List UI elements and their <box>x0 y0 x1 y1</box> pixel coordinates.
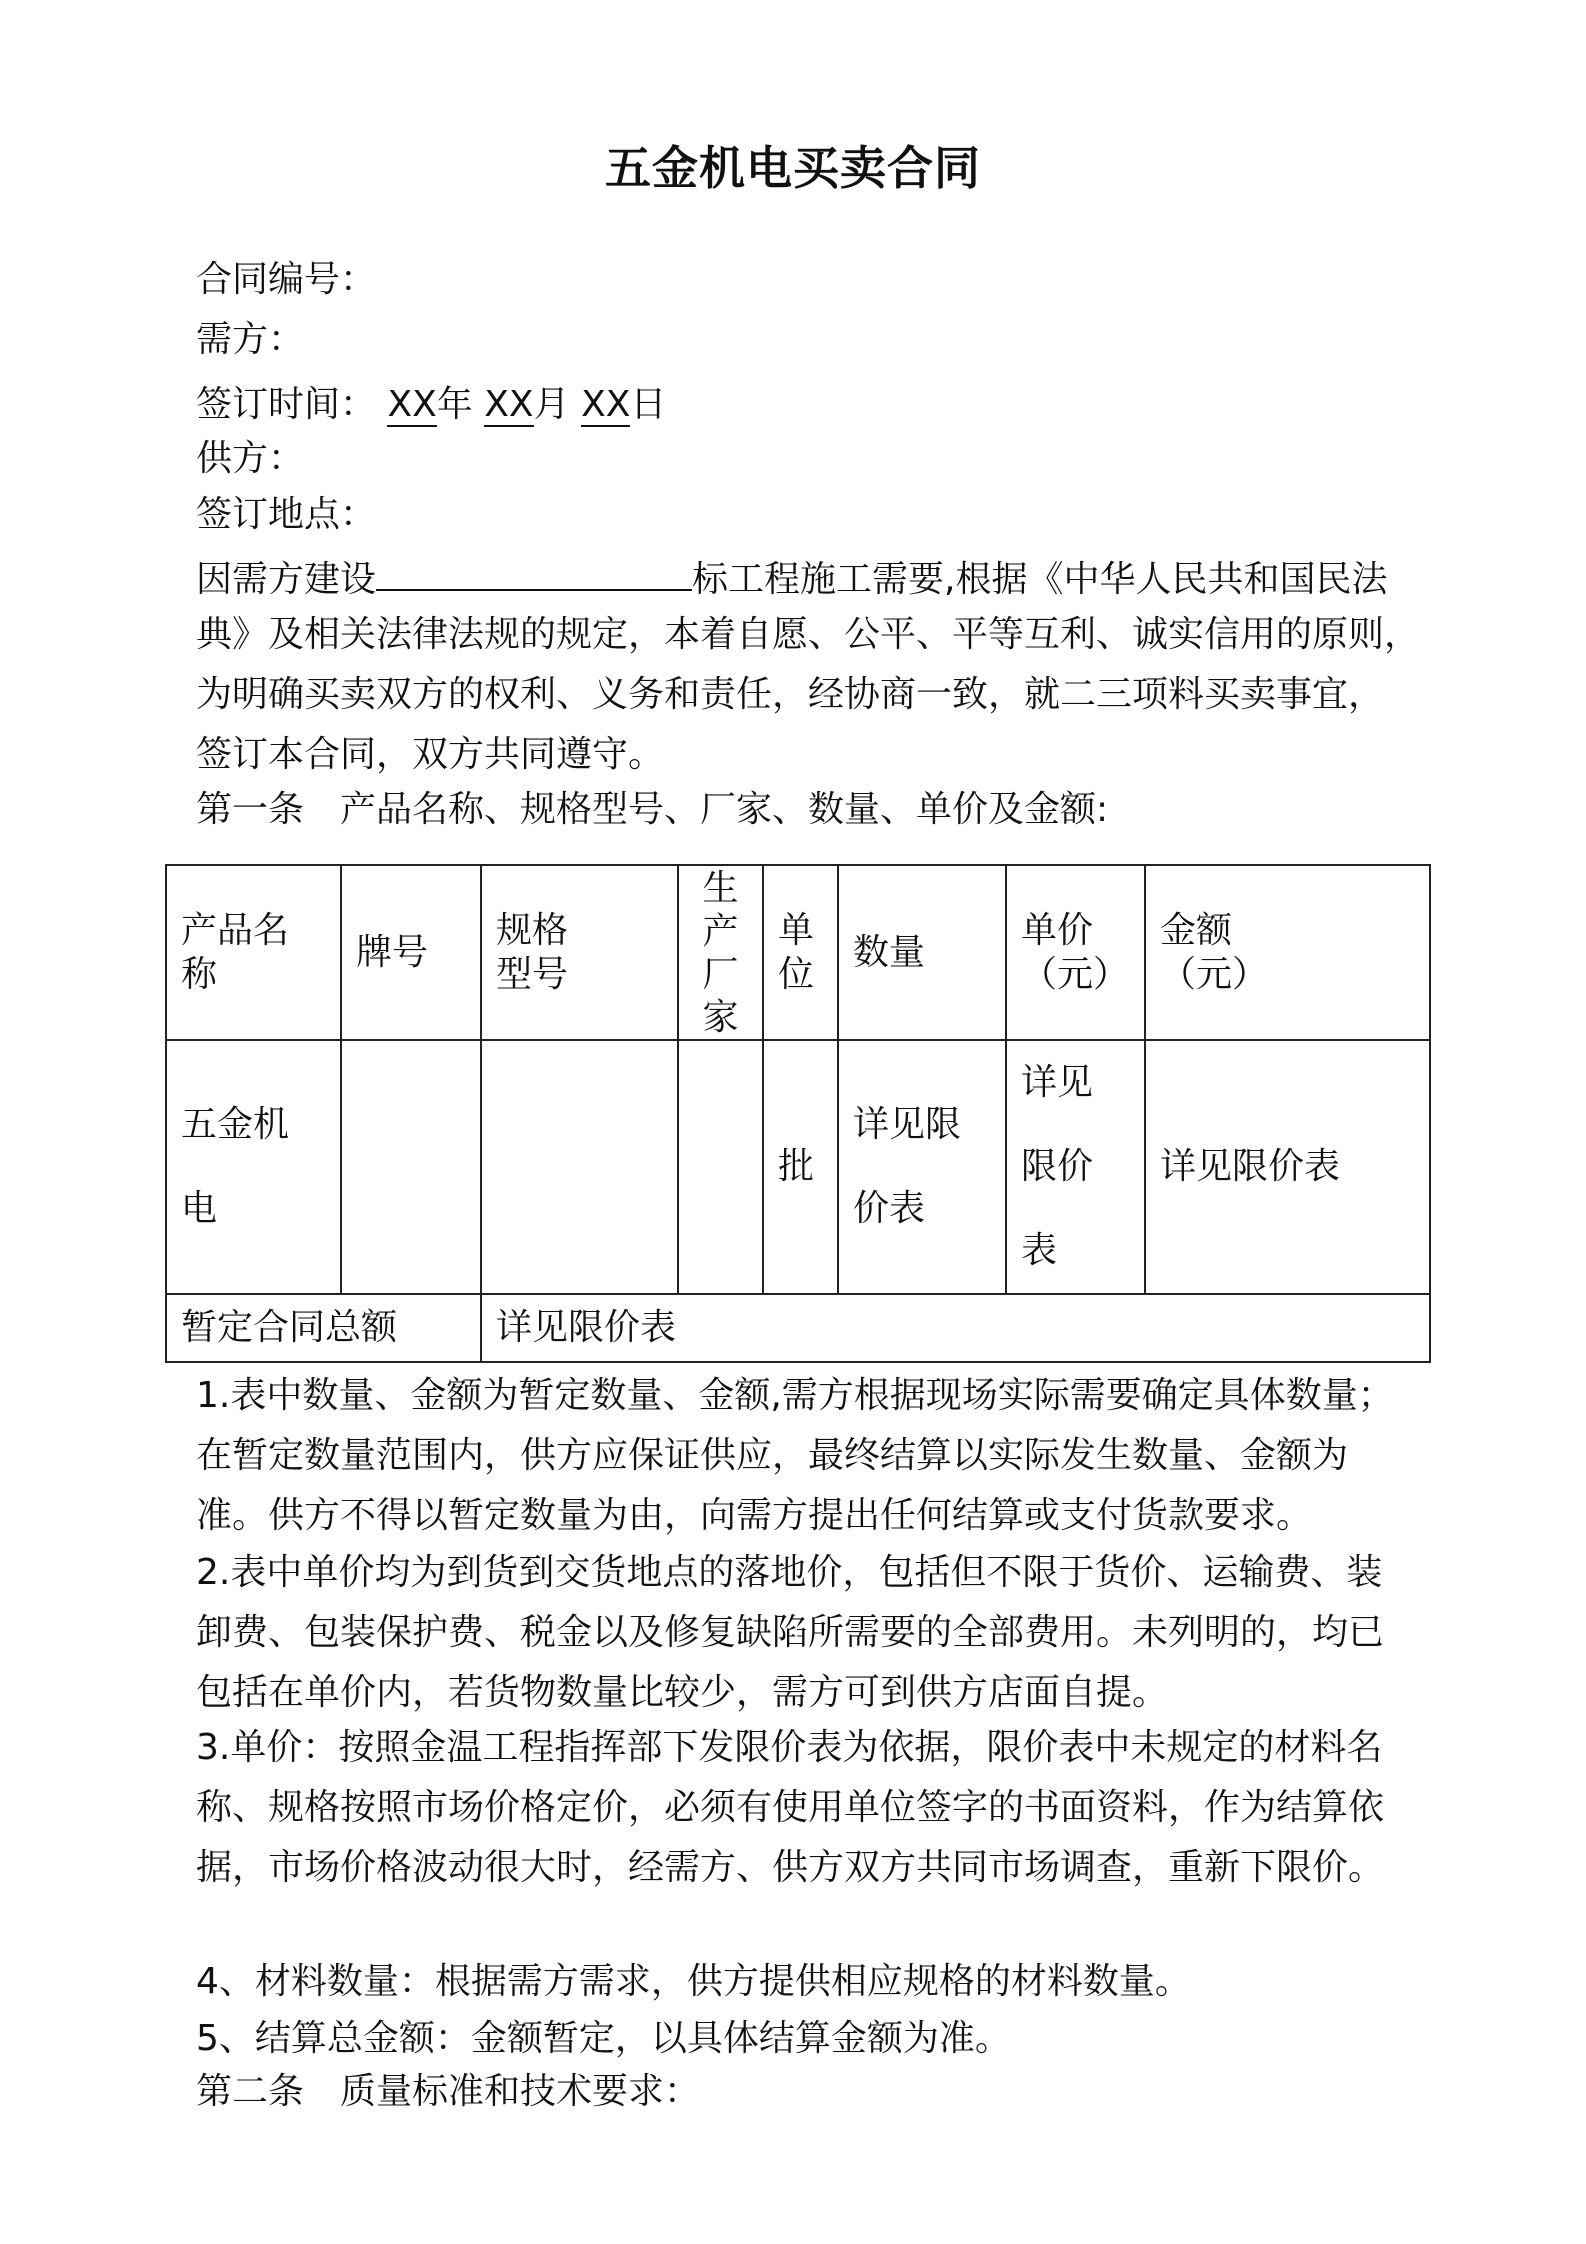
month-unit: 月 <box>533 384 570 425</box>
total-label-cell: 暂定合同总额 <box>166 1294 481 1362</box>
note-2: 2.表中单价均为到货到交货地点的落地价，包括但不限于货价、运输费、装卸费、包装保护费、税金以及修复缺陷所需要的全部费用。未列明的，均已包括在单价内，若货物数量比较少，需方可到供方店面自提。 <box>196 1552 1385 1713</box>
buyer-label: 需方： <box>196 319 305 360</box>
article-1-heading: 第一条 产品名称、规格型号、厂家、数量、单价及金额: <box>196 789 1109 830</box>
contract-number-label: 合同编号： <box>196 259 377 300</box>
note-4: 4、材料数量：根据需方需求，供方提供相应规格的材料数量。 <box>196 1961 1191 2002</box>
header-unit-price: 单价（元） <box>1006 865 1145 1040</box>
note-5: 5、结算总金额：金额暂定，以具体结算金额为准。 <box>196 2018 1011 2059</box>
year-unit: 年 <box>436 384 473 425</box>
cell-amount: 详见限价表 <box>1145 1040 1430 1294</box>
total-value-cell: 详见限价表 <box>481 1294 1430 1362</box>
table-row <box>166 1040 1430 1294</box>
cell-quantity: 详见限价表 <box>838 1040 1006 1294</box>
project-name-blank <box>376 553 692 591</box>
table-header-row <box>166 865 1430 1040</box>
intro-line-4: 签订本合同，双方共同遵守。 <box>196 734 665 775</box>
cell-unit-price: 详见限价表 <box>1006 1040 1145 1294</box>
intro-part-2: 标工程施工需要,根据《中华人民共和国民法 <box>692 559 1388 600</box>
header-quantity: 数量 <box>838 865 1006 1040</box>
product-table <box>165 864 1431 1363</box>
page-title: 五金机电买卖合同 <box>605 141 981 195</box>
note-3: 3.单价：按照金温工程指挥部下发限价表为依据，限价表中未规定的材料名称、规格按照市场价格定价，必须有使用单位签字的书面资料，作为结算依据，市场价格波动很大时，经需方、供方双方共同市场调查，重新下限价。 <box>196 1727 1385 1888</box>
sign-date-month: XX <box>484 384 534 425</box>
intro-line-3: 为明确买卖双方的权利、义务和责任，经协商一致，就二三项料买卖事宜， <box>196 674 1385 715</box>
header-product-name: 产品名称 <box>166 865 341 1040</box>
sign-place-label: 签订地点： <box>196 494 377 535</box>
day-unit: 日 <box>630 384 667 425</box>
cell-manufacturer <box>678 1040 763 1294</box>
intro-line-1 <box>196 553 1387 602</box>
note-1: 1.表中数量、金额为暂定数量、金额,需方根据现场实际需要确定具体数量；在暂定数量范围内，供方应保证供应，最终结算以实际发生数量、金额为准。供方不得以暂定数量为由，向需方提出任何结算或支付货款要求。 <box>196 1375 1394 1536</box>
intro-line-2: 典》及相关法律法规的规定，本着自愿、公平、平等互利、诚实信用的原则， <box>196 614 1421 655</box>
header-unit: 单位 <box>763 865 838 1040</box>
supplier-label: 供方： <box>196 438 305 479</box>
header-brand: 牌号 <box>341 865 481 1040</box>
cell-product-name: 五金机电 <box>166 1040 341 1294</box>
sign-date-day: XX <box>581 384 631 425</box>
article-2-heading: 第二条 质量标准和技术要求： <box>196 2071 701 2112</box>
sign-date-label: 签订时间： <box>196 384 377 425</box>
table-total-row <box>166 1294 1430 1362</box>
header-spec: 规格型号 <box>481 865 678 1040</box>
cell-brand <box>341 1040 481 1294</box>
intro-part-1: 因需方建设 <box>196 559 377 600</box>
header-manufacturer: 生产厂家 <box>678 865 763 1040</box>
sign-date-year: XX <box>387 384 437 425</box>
cell-unit: 批 <box>763 1040 838 1294</box>
sign-date-line <box>196 383 666 427</box>
cell-spec <box>481 1040 678 1294</box>
header-amount: 金额（元） <box>1145 865 1430 1040</box>
